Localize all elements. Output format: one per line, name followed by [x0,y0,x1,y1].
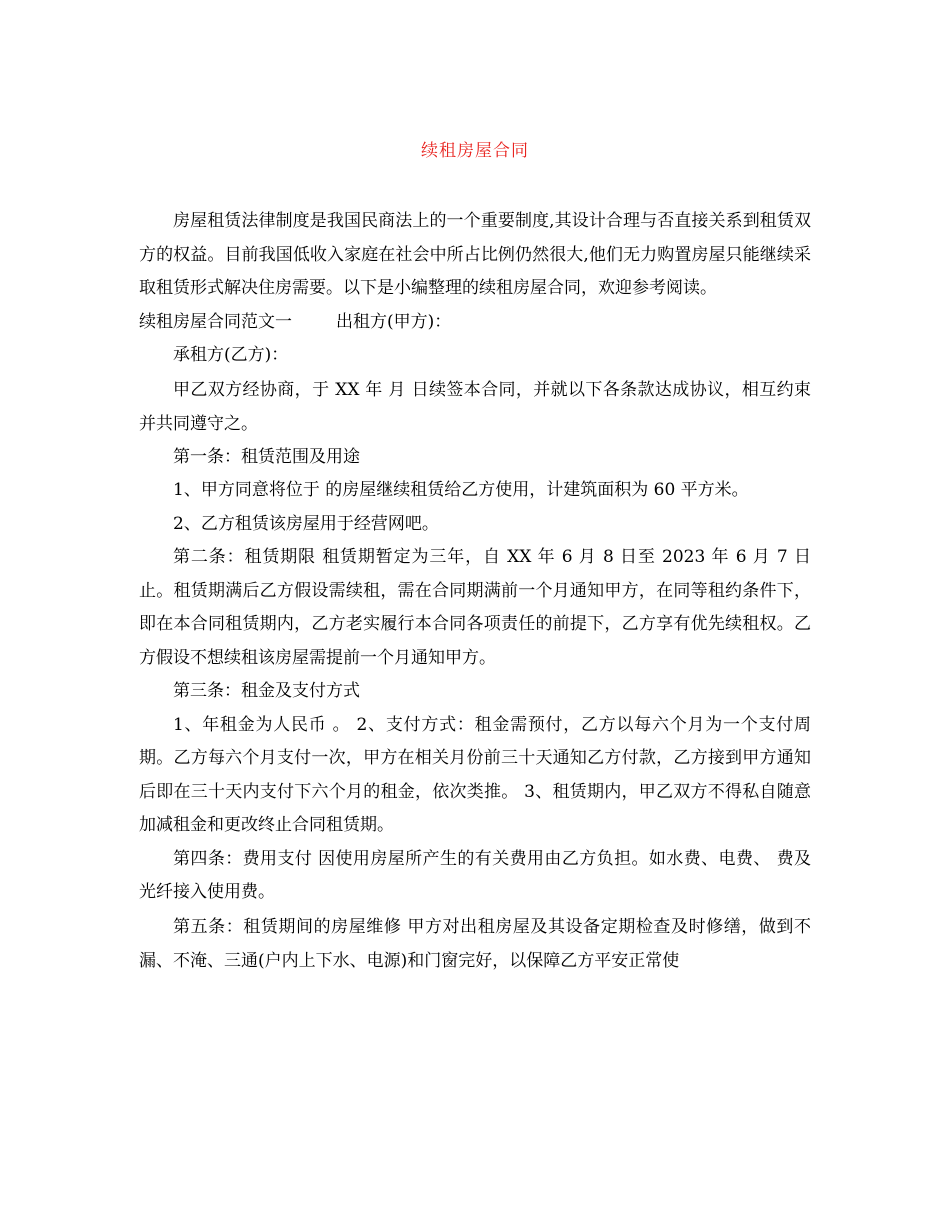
lessor-label: 出租方(甲方)： [336,311,452,332]
lessee-label: 承租方(乙方)： [173,345,289,365]
intro-paragraph: 房屋租赁法律制度是我国民商法上的一个重要制度,其设计合理与否直接关系到租赁双方的权益。目前我国低收入家庭在社会中所占比例仍然很大,他们无力购置房屋只能继续采取租赁形式解决住房需要。以下是小编整理的续租房屋合同，欢迎参考阅读。 [139,211,811,298]
article1-item2: 2、乙方租赁该房屋用于经营网吧。 [173,513,439,534]
document-body [139,205,811,978]
article2-paragraph: 第二条：租赁期限 租赁期暂定为三年，自 XX 年 6 月 8 日至 2023 年 6 月 7 日止。租赁期满后乙方假设需续租，需在合同期满前一个月通知甲方，在同等租约条件下，即在本合同租赁期内，乙方老实履行本合同各项责任的前提下，乙方享有优先续租权。乙方假设不想续租该房屋需提前一个月通知甲方。 [139,547,811,668]
sample-heading-line [139,306,811,340]
article1-title: 第一条：租赁范围及用途 [173,446,360,467]
document-title: 续租房屋合同 [421,141,529,161]
article1-item1: 1、甲方同意将位于 的房屋继续租赁给乙方使用，计建筑面积为 60 平方米。 [173,480,749,500]
agreement-paragraph: 甲乙双方经协商，于 XX 年 月 日续签本合同，并就以下各条款达成协议，相互约束并共同遵守之。 [139,379,811,434]
article3-paragraph: 1、年租金为人民币 。 2、支付方式：租金需预付，乙方以每六个月为一个支付周期。乙方每六个月支付一次，甲方在相关月份前三十天通知乙方付款，乙方接到甲方通知后即在三十天内支付下六个月的租金，依次类推。 3、租赁期内，甲乙双方不得私自随意加减租金和更改终止合同租赁期。 [139,714,811,835]
article5-paragraph: 第五条：租赁期间的房屋维修 甲方对出租房屋及其设备定期检查及时修缮，做到不漏、不淹、三通(户内上下水、电源)和门窗完好，以保障乙方平安正常使 [139,916,811,971]
article4-paragraph: 第四条：费用支付 因使用房屋所产生的有关费用由乙方负担。如水费、电费、 费及光纤接入使用费。 [139,848,811,902]
sample-heading: 续租房屋合同范文一 [139,311,292,332]
article3-title: 第三条：租金及支付方式 [173,681,360,701]
